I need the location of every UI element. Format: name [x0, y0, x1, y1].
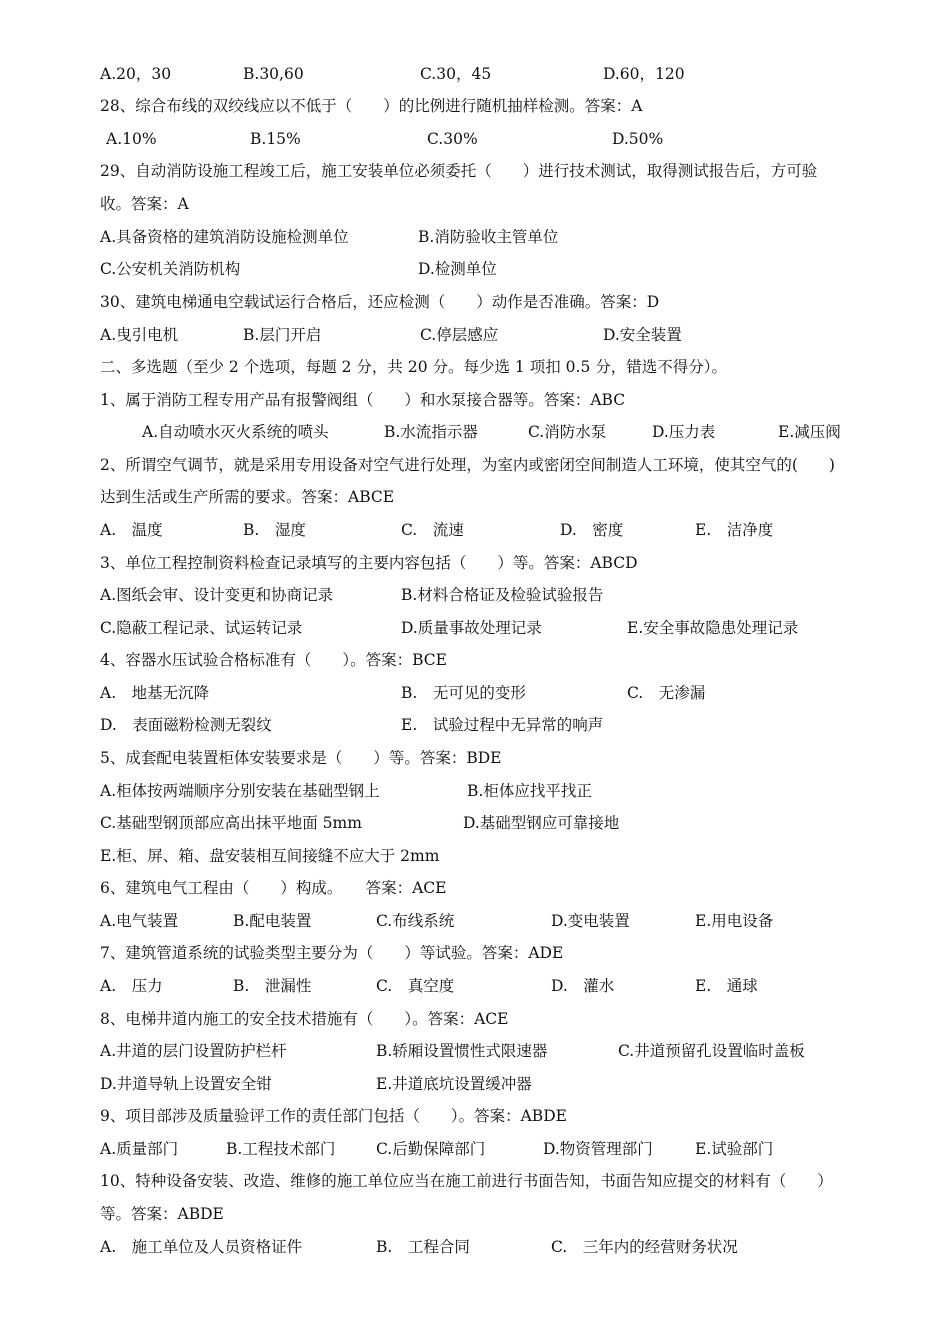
- text-line: [0, 123, 950, 155]
- question-text: 达到生活或生产所需的要求。答案：ABCE: [100, 488, 395, 506]
- option-text: A.电气装置: [100, 912, 179, 930]
- text-line: [0, 384, 950, 416]
- text-line: [0, 58, 950, 90]
- question-text: 6、建筑电气工程由（ ）构成。 答案：ACE: [100, 879, 447, 897]
- option-text: B.15%: [250, 130, 301, 148]
- option-text: E.用电设备: [695, 912, 774, 930]
- text-line: [0, 677, 950, 709]
- option-text: A.柜体按两端顺序分别安装在基础型钢上: [100, 782, 380, 800]
- text-line: [0, 1003, 950, 1035]
- text-line: [0, 775, 950, 807]
- option-text: D.基础型钢应可靠接地: [463, 814, 620, 832]
- text-line: [0, 253, 950, 285]
- text-line: [0, 1231, 950, 1263]
- option-text: B.层门开启: [243, 326, 322, 344]
- text-line: [0, 905, 950, 937]
- text-line: [0, 579, 950, 611]
- option-text: D.安全装置: [603, 326, 682, 344]
- text-line: [0, 514, 950, 546]
- option-text: A.自动喷水灭火系统的喷头: [142, 423, 329, 441]
- option-text: E.试验部门: [695, 1140, 774, 1158]
- text-line: [0, 319, 950, 351]
- option-text: E.减压阀: [778, 423, 841, 441]
- question-text: 7、建筑管道系统的试验类型主要分为（ ）等试验。答案：ADE: [100, 944, 564, 962]
- text-line: [0, 709, 950, 741]
- option-text: C.30%: [427, 130, 478, 148]
- text-line: [0, 1133, 950, 1165]
- option-text: C.井道预留孔设置临时盖板: [618, 1042, 805, 1060]
- option-text: C. 三年内的经营财务状况: [551, 1238, 738, 1256]
- text-line: [0, 449, 950, 481]
- option-text: E. 通球: [695, 977, 758, 995]
- option-text: E.安全事故隐患处理记录: [627, 619, 799, 637]
- question-text: 28、综合布线的双绞线应以不低于（ ）的比例进行随机抽样检测。答案：A: [100, 97, 643, 115]
- option-text: A.具备资格的建筑消防设施检测单位: [100, 228, 349, 246]
- option-text: D. 表面磁粉检测无裂纹: [100, 716, 272, 734]
- option-text: D.井道导轨上设置安全钳: [100, 1075, 272, 1093]
- question-text: 收。答案：A: [100, 195, 189, 213]
- question-text: 29、自动消防设施工程竣工后，施工安装单位必须委托（ ）进行技术测试，取得测试报告后，方可验: [100, 162, 818, 180]
- option-text: B.配电装置: [233, 912, 312, 930]
- question-text: 4、容器水压试验合格标准有（ ）。答案：BCE: [100, 651, 447, 669]
- option-text: A.井道的层门设置防护栏杆: [100, 1042, 287, 1060]
- text-line: [0, 351, 950, 383]
- option-text: D.物资管理部门: [543, 1140, 653, 1158]
- text-line: [0, 937, 950, 969]
- text-line: [0, 155, 950, 187]
- text-line: [0, 970, 950, 1002]
- option-text: C. 流速: [401, 521, 464, 539]
- text-line: [0, 90, 950, 122]
- option-text: A.质量部门: [100, 1140, 179, 1158]
- question-text: 8、电梯井道内施工的安全技术措施有（ ）。答案：ACE: [100, 1010, 509, 1028]
- option-text: B.水流指示器: [384, 423, 478, 441]
- text-line: [0, 1198, 950, 1230]
- option-text: D. 密度: [560, 521, 624, 539]
- option-text: C.30，45: [420, 65, 492, 83]
- question-text: 3、单位工程控制资料检查记录填写的主要内容包括（ ）等。答案：ABCD: [100, 554, 638, 572]
- text-line: [0, 1165, 950, 1197]
- option-text: E. 洁净度: [695, 521, 774, 539]
- option-text: B. 无可见的变形: [401, 684, 526, 702]
- text-line: [0, 1035, 950, 1067]
- text-line: [0, 807, 950, 839]
- option-text: C.布线系统: [376, 912, 455, 930]
- option-text: D.压力表: [652, 423, 716, 441]
- option-text: D. 灌水: [551, 977, 615, 995]
- option-text: E. 试验过程中无异常的响声: [401, 716, 604, 734]
- question-text: 30、建筑电梯通电空载试运行合格后，还应检测（ ）动作是否准确。答案：D: [100, 293, 660, 311]
- option-text: A. 压力: [100, 977, 163, 995]
- option-text: C. 真空度: [376, 977, 455, 995]
- option-text: C.消防水泵: [528, 423, 607, 441]
- option-text: C.基础型钢顶部应高出抹平地面 5mm: [100, 814, 362, 832]
- question-text: 9、项目部涉及质量验评工作的责任部门包括（ ）。答案：ABDE: [100, 1107, 567, 1125]
- option-text: E.井道底坑设置缓冲器: [376, 1075, 532, 1093]
- option-text: B.材料合格证及检验试验报告: [401, 586, 604, 604]
- option-text: B.30,60: [243, 65, 304, 83]
- text-line: [0, 872, 950, 904]
- option-text: B. 工程合同: [376, 1238, 470, 1256]
- option-text: A.10%: [106, 130, 157, 148]
- option-text: C.隐蔽工程记录、试运转记录: [100, 619, 303, 637]
- option-text: B.消防验收主管单位: [418, 228, 559, 246]
- text-line: [0, 1100, 950, 1132]
- question-text: 10、特种设备安装、改造、维修的施工单位应当在施工前进行书面告知，书面告知应提交的材料有（ ）: [100, 1172, 833, 1190]
- question-text: 1、属于消防工程专用产品有报警阀组（ ）和水泵接合器等。答案：ABC: [100, 391, 626, 409]
- text-line: [0, 612, 950, 644]
- text-line: [0, 188, 950, 220]
- option-text: A. 地基无沉降: [100, 684, 210, 702]
- option-text: C.公安机关消防机构: [100, 260, 241, 278]
- option-text: B. 泄漏性: [233, 977, 312, 995]
- option-text: C.停层感应: [420, 326, 499, 344]
- option-text: C.后勤保障部门: [376, 1140, 486, 1158]
- option-text: B.柜体应找平找正: [467, 782, 592, 800]
- option-text: A.20，30: [100, 65, 172, 83]
- text-line: [0, 742, 950, 774]
- text-line: [0, 481, 950, 513]
- text-line: [0, 221, 950, 253]
- option-text: A.图纸会审、设计变更和协商记录: [100, 586, 334, 604]
- question-text: 二、多选题（至少 2 个选项，每题 2 分，共 20 分。每少选 1 项扣 0.5 分，错选不得分）。: [100, 358, 727, 376]
- option-text: A.曳引电机: [100, 326, 179, 344]
- option-text: D.60，120: [603, 65, 685, 83]
- option-text: B. 湿度: [243, 521, 306, 539]
- text-line: [0, 840, 950, 872]
- option-text: B.工程技术部门: [226, 1140, 336, 1158]
- text-line: [0, 416, 950, 448]
- text-line: [0, 1068, 950, 1100]
- option-text: D.50%: [612, 130, 664, 148]
- option-text: D.检测单位: [418, 260, 497, 278]
- text-line: [0, 286, 950, 318]
- option-text: D.质量事故处理记录: [401, 619, 542, 637]
- question-text: 等。答案：ABDE: [100, 1205, 224, 1223]
- text-line: [0, 644, 950, 676]
- option-text: A. 温度: [100, 521, 163, 539]
- option-text: D.变电装置: [551, 912, 630, 930]
- option-text: C. 无渗漏: [627, 684, 706, 702]
- question-text: 5、成套配电装置柜体安装要求是（ ）等。答案：BDE: [100, 749, 502, 767]
- option-text: A. 施工单位及人员资格证件: [100, 1238, 303, 1256]
- option-text: B.轿厢设置惯性式限速器: [376, 1042, 548, 1060]
- question-text: 2、所谓空气调节，就是采用专用设备对空气进行处理，为室内或密闭空间制造人工环境，使其空气的( ): [100, 456, 835, 474]
- question-text: E.柜、屏、箱、盘安装相互间接缝不应大于 2mm: [100, 847, 440, 865]
- text-line: [0, 547, 950, 579]
